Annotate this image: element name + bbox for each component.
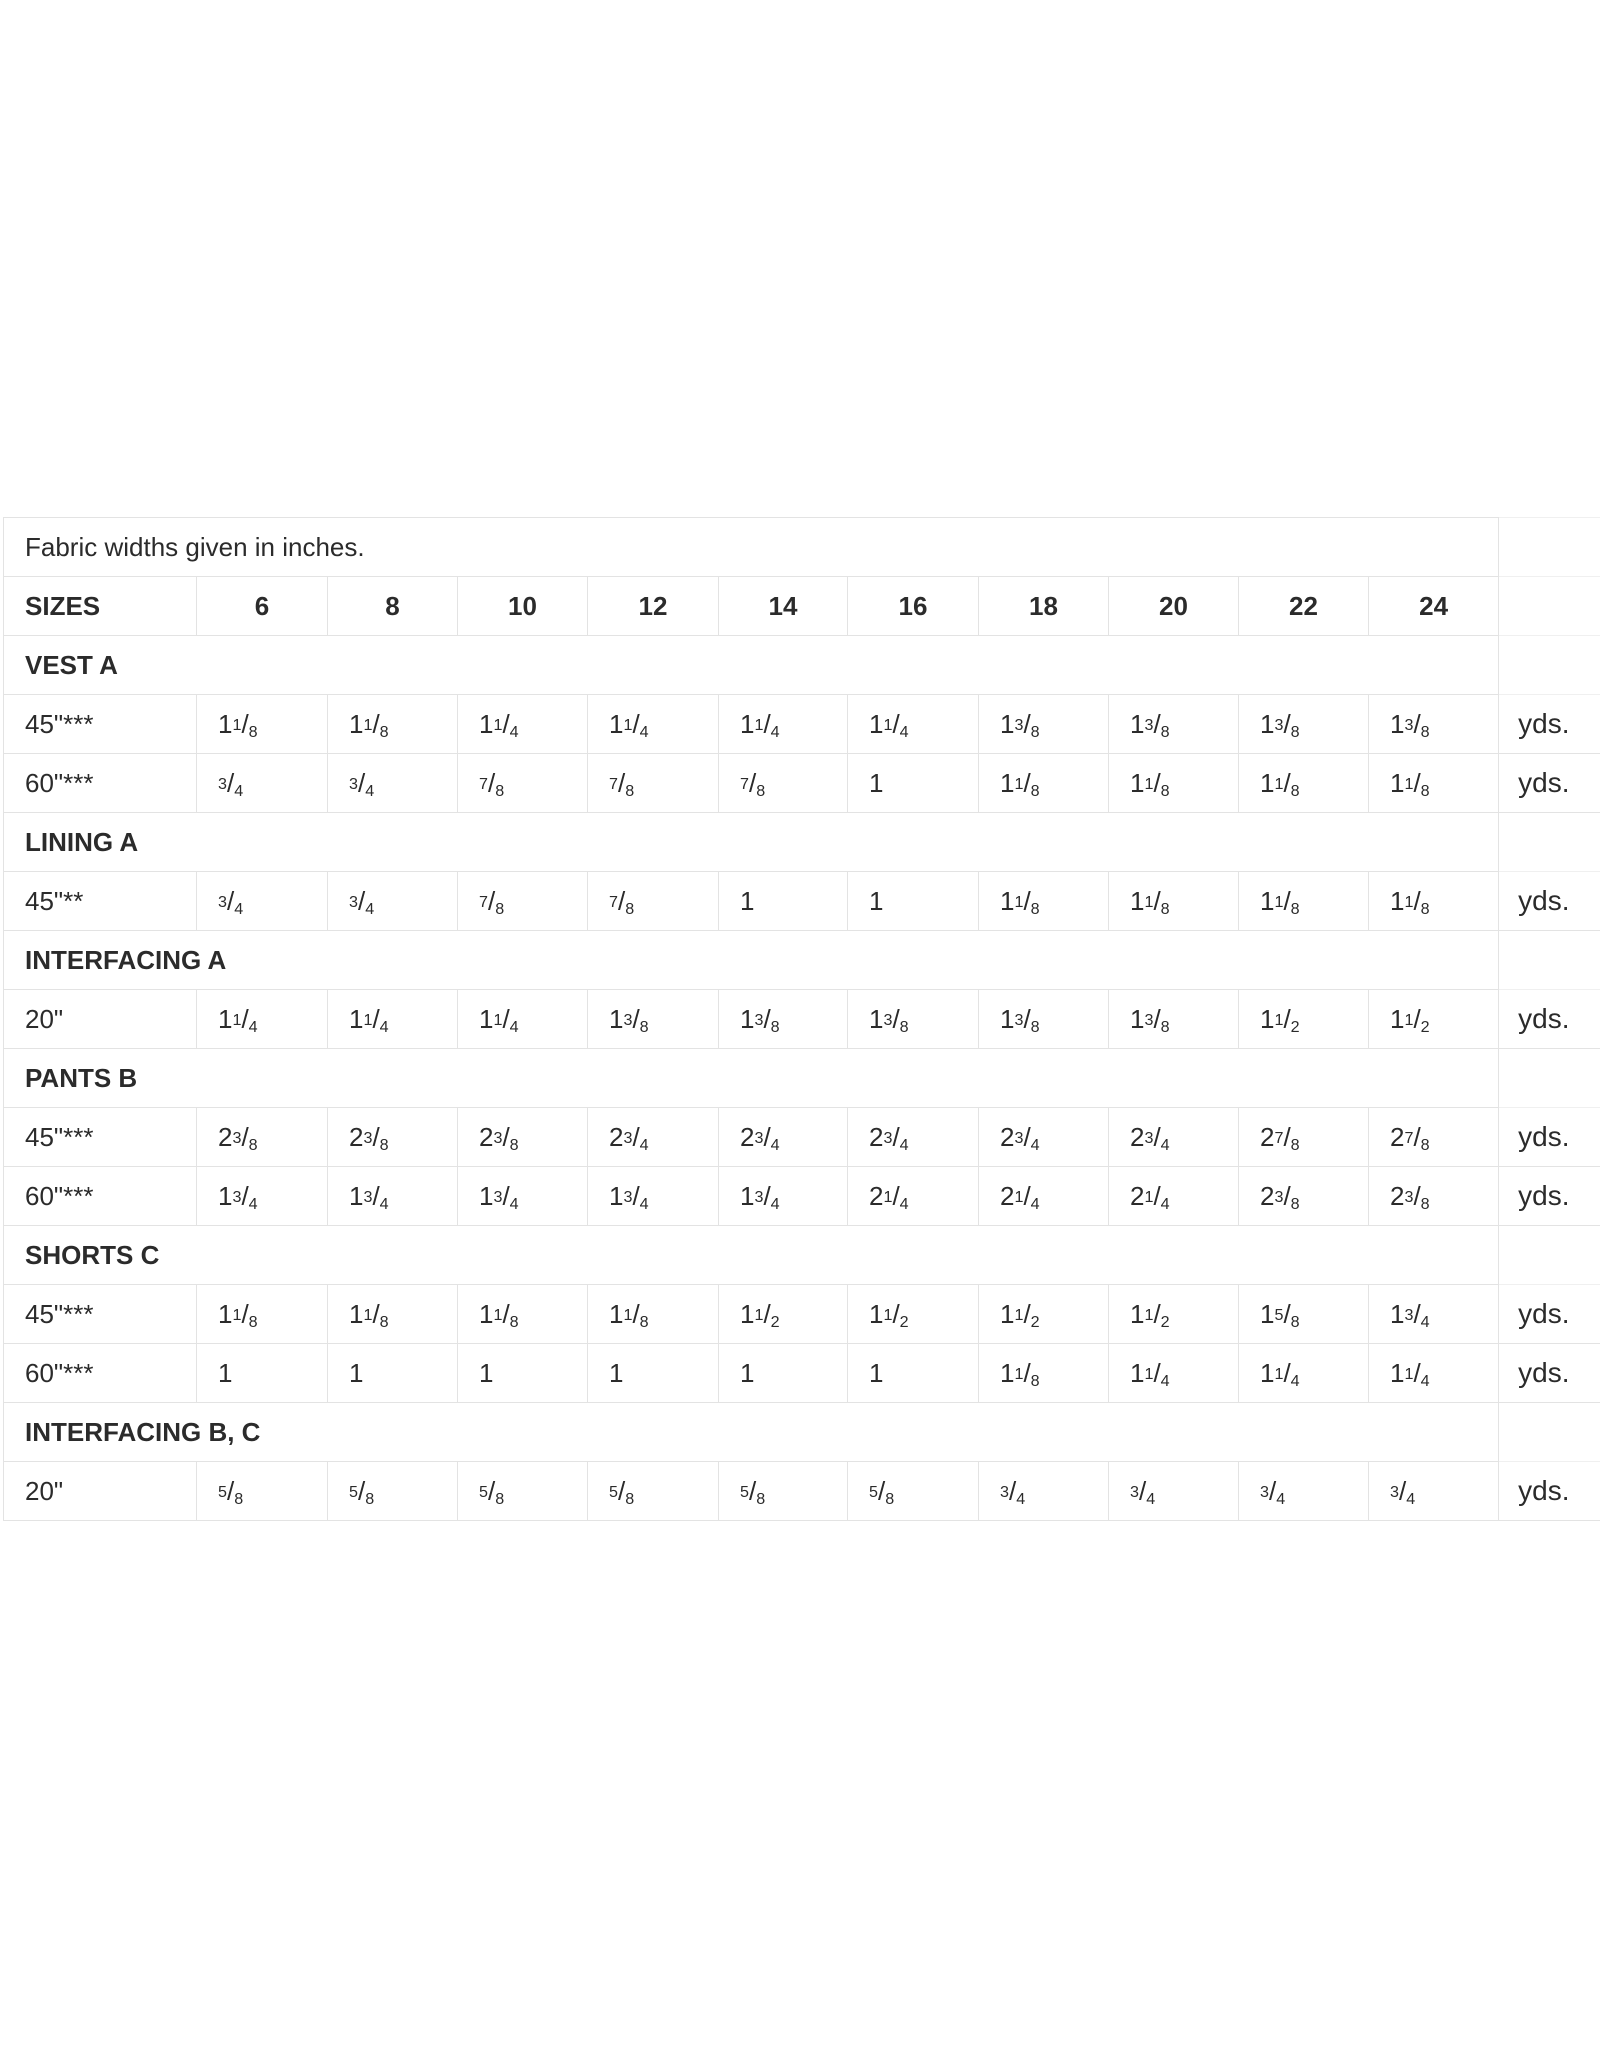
yardage-cell: $1^1/_2$ xyxy=(719,1285,848,1344)
size-header-cell: 12 xyxy=(588,577,719,636)
yardage-cell: $1^1/_2$ xyxy=(1369,990,1499,1049)
yardage-cell: $1^1/_8$ xyxy=(1109,754,1239,813)
yardage-cell: $^3/_4$ xyxy=(979,1462,1109,1521)
yardage-cell: $1^1/_4$ xyxy=(197,990,328,1049)
yardage-cell: $1^1/_8$ xyxy=(588,1285,719,1344)
yardage-cell: $1^1/_8$ xyxy=(197,695,328,754)
yardage-cell: $1^3/_8$ xyxy=(1369,695,1499,754)
yardage-cell: $1^1/_4$ xyxy=(719,695,848,754)
yardage-cell: $^7/_8$ xyxy=(458,754,588,813)
yardage-cell: $^3/_4$ xyxy=(1109,1462,1239,1521)
yardage-cell: $2^3/_4$ xyxy=(719,1108,848,1167)
yardage-cell: $^3/_4$ xyxy=(197,872,328,931)
yardage-cell: 1 xyxy=(458,1344,588,1403)
yardage-cell: $1^1/_4$ xyxy=(328,990,458,1049)
size-header-cell: 6 xyxy=(197,577,328,636)
fabric-width-cell: 45"*** xyxy=(4,1285,197,1344)
yardage-cell: $1^3/_4$ xyxy=(1369,1285,1499,1344)
fabric-width-cell: 45"*** xyxy=(4,695,197,754)
yardage-cell: 1 xyxy=(719,872,848,931)
yardage-cell: $^3/_4$ xyxy=(1239,1462,1369,1521)
yardage-cell: $1^3/_4$ xyxy=(197,1167,328,1226)
yardage-cell: $1^1/_8$ xyxy=(979,1344,1109,1403)
section-row xyxy=(4,1049,1600,1108)
table-caption: Fabric widths given in inches. xyxy=(4,518,1499,577)
yardage-cell: 1 xyxy=(848,1344,979,1403)
unit-cell-empty xyxy=(1499,1226,1600,1285)
yardage-cell: $1^1/_8$ xyxy=(979,872,1109,931)
yardage-cell: $2^3/_8$ xyxy=(458,1108,588,1167)
fabric-width-cell: 20" xyxy=(4,1462,197,1521)
section-title: SHORTS C xyxy=(4,1226,1499,1285)
yardage-cell: $1^3/_8$ xyxy=(1109,990,1239,1049)
yardage-cell: 1 xyxy=(588,1344,719,1403)
yardage-cell: $^3/_4$ xyxy=(328,754,458,813)
unit-cell: yds. xyxy=(1499,1167,1600,1226)
size-header-cell: 14 xyxy=(719,577,848,636)
size-header-cell: 20 xyxy=(1109,577,1239,636)
yardage-cell: $1^1/_8$ xyxy=(328,695,458,754)
yardage-cell: $^5/_8$ xyxy=(197,1462,328,1521)
yardage-cell: $1^1/_2$ xyxy=(979,1285,1109,1344)
yardage-cell: $1^3/_8$ xyxy=(1109,695,1239,754)
fabric-width-cell: 60"*** xyxy=(4,1344,197,1403)
yardage-cell: 1 xyxy=(848,872,979,931)
yardage-cell: $^5/_8$ xyxy=(719,1462,848,1521)
yardage-cell: $1^1/_8$ xyxy=(197,1285,328,1344)
yardage-cell: $2^3/_4$ xyxy=(588,1108,719,1167)
unit-cell: yds. xyxy=(1499,1108,1600,1167)
yardage-cell: $1^3/_8$ xyxy=(848,990,979,1049)
table-body xyxy=(4,518,1600,1521)
yardage-cell: $1^1/_8$ xyxy=(1369,754,1499,813)
size-header-cell: 16 xyxy=(848,577,979,636)
yardage-cell: $1^1/_4$ xyxy=(848,695,979,754)
yardage-cell: $1^3/_4$ xyxy=(588,1167,719,1226)
yardage-cell: $1^3/_4$ xyxy=(458,1167,588,1226)
unit-cell: yds. xyxy=(1499,1462,1600,1521)
table-row xyxy=(4,872,1600,931)
yardage-cell: $1^3/_8$ xyxy=(719,990,848,1049)
table-row xyxy=(4,1285,1600,1344)
yardage-cell: $^3/_4$ xyxy=(197,754,328,813)
unit-cell: yds. xyxy=(1499,1344,1600,1403)
unit-cell: yds. xyxy=(1499,990,1600,1049)
fabric-width-cell: 45"** xyxy=(4,872,197,931)
yardage-cell: $2^7/_8$ xyxy=(1239,1108,1369,1167)
section-row xyxy=(4,931,1600,990)
yardage-cell: $1^1/_4$ xyxy=(1369,1344,1499,1403)
yardage-cell: $1^3/_8$ xyxy=(588,990,719,1049)
fabric-width-cell: 60"*** xyxy=(4,754,197,813)
table-row xyxy=(4,1344,1600,1403)
yardage-cell: $1^1/_8$ xyxy=(458,1285,588,1344)
section-title: PANTS B xyxy=(4,1049,1499,1108)
yardage-cell: $1^1/_4$ xyxy=(1109,1344,1239,1403)
section-row xyxy=(4,1226,1600,1285)
yardage-cell: $1^1/_8$ xyxy=(1369,872,1499,931)
section-row xyxy=(4,813,1600,872)
yardage-cell: $1^1/_2$ xyxy=(848,1285,979,1344)
yardage-cell: $1^5/_8$ xyxy=(1239,1285,1369,1344)
yardage-cell: $2^3/_4$ xyxy=(848,1108,979,1167)
yardage-cell: $^5/_8$ xyxy=(588,1462,719,1521)
yardage-cell: $1^3/_4$ xyxy=(719,1167,848,1226)
unit-cell-empty xyxy=(1499,636,1600,695)
yardage-cell: $^5/_8$ xyxy=(848,1462,979,1521)
yardage-table xyxy=(3,517,1600,1521)
section-title: VEST A xyxy=(4,636,1499,695)
yardage-cell: $^5/_8$ xyxy=(328,1462,458,1521)
yardage-cell: $^7/_8$ xyxy=(588,754,719,813)
yardage-cell: $2^3/_8$ xyxy=(1239,1167,1369,1226)
yardage-cell: 1 xyxy=(328,1344,458,1403)
yardage-cell: $1^1/_4$ xyxy=(588,695,719,754)
yardage-cell: 1 xyxy=(197,1344,328,1403)
table-row xyxy=(4,990,1600,1049)
caption-row xyxy=(4,518,1600,577)
unit-cell-empty xyxy=(1499,1049,1600,1108)
table-row xyxy=(4,1167,1600,1226)
unit-cell-empty xyxy=(1499,1403,1600,1462)
yardage-cell: $2^1/_4$ xyxy=(979,1167,1109,1226)
section-row xyxy=(4,636,1600,695)
yardage-cell: $2^3/_8$ xyxy=(1369,1167,1499,1226)
yardage-cell: $1^1/_8$ xyxy=(328,1285,458,1344)
unit-cell: yds. xyxy=(1499,754,1600,813)
yardage-cell: $1^3/_8$ xyxy=(1239,695,1369,754)
yardage-cell: $1^3/_8$ xyxy=(979,695,1109,754)
size-header-cell: 8 xyxy=(328,577,458,636)
yardage-cell: $1^1/_4$ xyxy=(458,695,588,754)
yardage-cell: $^7/_8$ xyxy=(458,872,588,931)
size-header-cell: 22 xyxy=(1239,577,1369,636)
yardage-cell: $1^1/_8$ xyxy=(979,754,1109,813)
size-header-cell: 18 xyxy=(979,577,1109,636)
unit-cell-empty xyxy=(1499,813,1600,872)
section-title: INTERFACING B, C xyxy=(4,1403,1499,1462)
table-row xyxy=(4,754,1600,813)
table-row xyxy=(4,695,1600,754)
yardage-cell: $2^3/_4$ xyxy=(1109,1108,1239,1167)
yardage-cell: $1^1/_4$ xyxy=(1239,1344,1369,1403)
yardage-cell: $^3/_4$ xyxy=(1369,1462,1499,1521)
yardage-cell: $2^3/_4$ xyxy=(979,1108,1109,1167)
yardage-cell: $1^1/_8$ xyxy=(1109,872,1239,931)
size-header-cell: 24 xyxy=(1369,577,1499,636)
yardage-cell: $1^3/_8$ xyxy=(979,990,1109,1049)
size-header-cell: 10 xyxy=(458,577,588,636)
yardage-cell: $2^3/_8$ xyxy=(328,1108,458,1167)
yardage-cell: 1 xyxy=(719,1344,848,1403)
yardage-cell: $1^1/_8$ xyxy=(1239,872,1369,931)
unit-cell-empty xyxy=(1499,931,1600,990)
yardage-cell: $1^1/_4$ xyxy=(458,990,588,1049)
yardage-cell: $^7/_8$ xyxy=(588,872,719,931)
fabric-width-cell: 45"*** xyxy=(4,1108,197,1167)
yardage-cell: $2^3/_8$ xyxy=(197,1108,328,1167)
yardage-cell: $^7/_8$ xyxy=(719,754,848,813)
yardage-cell: $2^1/_4$ xyxy=(1109,1167,1239,1226)
table-row xyxy=(4,1462,1600,1521)
yardage-cell: $2^1/_4$ xyxy=(848,1167,979,1226)
section-title: LINING A xyxy=(4,813,1499,872)
yardage-cell: $1^3/_4$ xyxy=(328,1167,458,1226)
sizes-header: SIZES xyxy=(4,577,197,636)
yardage-cell: $1^1/_2$ xyxy=(1239,990,1369,1049)
header-row xyxy=(4,577,1600,636)
unit-cell-empty xyxy=(1499,518,1600,577)
section-title: INTERFACING A xyxy=(4,931,1499,990)
fabric-width-cell: 60"*** xyxy=(4,1167,197,1226)
fabric-width-cell: 20" xyxy=(4,990,197,1049)
yardage-cell: $^3/_4$ xyxy=(328,872,458,931)
yardage-cell: 1 xyxy=(848,754,979,813)
unit-cell-empty xyxy=(1499,577,1600,636)
yardage-cell: $2^7/_8$ xyxy=(1369,1108,1499,1167)
unit-cell: yds. xyxy=(1499,695,1600,754)
yardage-cell: $1^1/_2$ xyxy=(1109,1285,1239,1344)
yardage-cell: $1^1/_8$ xyxy=(1239,754,1369,813)
section-row xyxy=(4,1403,1600,1462)
table-row xyxy=(4,1108,1600,1167)
unit-cell: yds. xyxy=(1499,872,1600,931)
yardage-cell: $^5/_8$ xyxy=(458,1462,588,1521)
unit-cell: yds. xyxy=(1499,1285,1600,1344)
